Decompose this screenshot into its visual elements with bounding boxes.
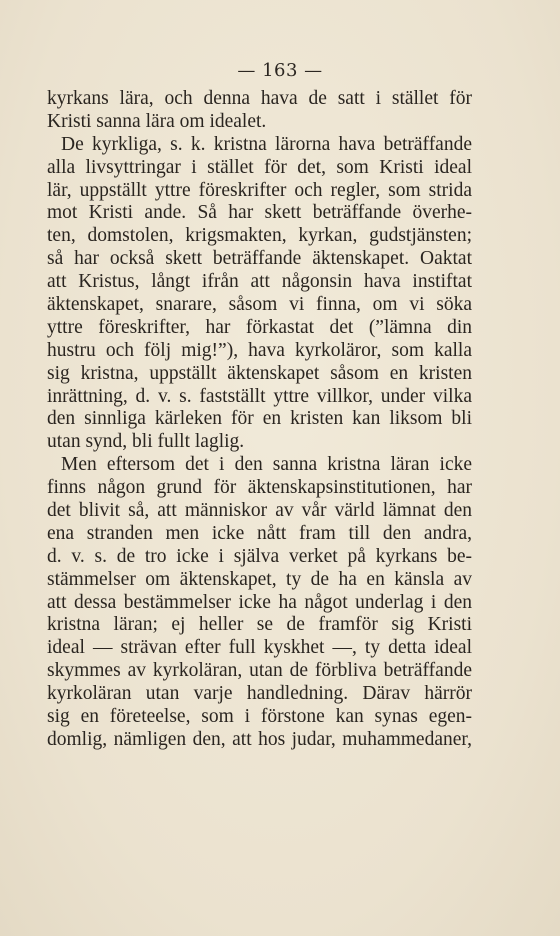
text-line: ideal — strävan efter full kyskhet —, ty detta ideal <box>47 637 472 659</box>
text-line: hustru och följ mig!”), hava kyrkoläror, som kalla <box>47 339 472 361</box>
text-line: mot Kristi ande. Så har skett beträffande överhe- <box>47 202 472 224</box>
text-line: ena stranden men icke nått fram till den andra, <box>47 522 472 544</box>
text-line: ten, domstolen, krigsmakten, kyrkan, gudstjänsten; <box>47 225 472 247</box>
text-line: kyrkans lära, och denna hava de satt i stället för <box>47 88 472 109</box>
text-line: Kristi sanna lära om idealet. <box>47 110 267 132</box>
text-line: skymmes av kyrkoläran, utan de förbliva beträffande <box>47 660 472 682</box>
text-line: yttre föreskrifter, har förkastat det (”lämna din <box>47 316 472 338</box>
text-line: lär, uppställt yttre föreskrifter och regler, som strida <box>47 179 472 201</box>
text-line: kyrkoläran utan varje handledning. Därav härrör <box>47 683 472 705</box>
text-line: att dessa bestämmelser icke ha något underlag i den <box>47 591 472 613</box>
text-line: det blivit så, att människor av vår värld lämnat den <box>47 500 472 522</box>
text-line: att Kristus, långt ifrån att någonsin hava instiftat <box>47 271 472 293</box>
text-line: alla livsyttringar i stället för det, som Kristi ideal <box>47 156 472 178</box>
text-line: stämmelser om äktenskapet, ty de ha en känsla av <box>47 568 472 590</box>
text-line: inrättning, d. v. s. fastställt yttre villkor, under vilka <box>47 385 472 407</box>
text-line: äktenskapet, snarare, såsom vi finna, om vi söka <box>47 294 472 316</box>
text-line: så har också skett beträffande äktenskapet. Oaktat <box>47 248 472 270</box>
text-line: d. v. s. de tro icke i själva verket på kyrkans be- <box>47 545 472 567</box>
body-text <box>47 88 472 752</box>
text-line: finns någon grund för äktenskapsinstitutionen, har <box>47 477 472 499</box>
text-line: den sinnliga kärleken för en kristen kan liksom bli <box>47 408 472 430</box>
text-line: kristna läran; ej heller se de framför sig Kristi <box>47 614 472 636</box>
text-line: De kyrkliga, s. k. kristna lärorna hava beträffande <box>61 133 472 155</box>
page-number: — 163 — <box>237 60 323 81</box>
text-line: utan synd, bli fullt laglig. <box>47 431 245 453</box>
text-line: domlig, nämligen den, att hos judar, muhammedaner, <box>47 728 472 750</box>
text-line: Men eftersom det i den sanna kristna läran icke <box>61 454 472 476</box>
text-line: sig kristna, uppställt äktenskapet såsom en kristen <box>47 362 472 384</box>
text-line: sig en företeelse, som i förstone kan synas egen- <box>47 706 472 728</box>
